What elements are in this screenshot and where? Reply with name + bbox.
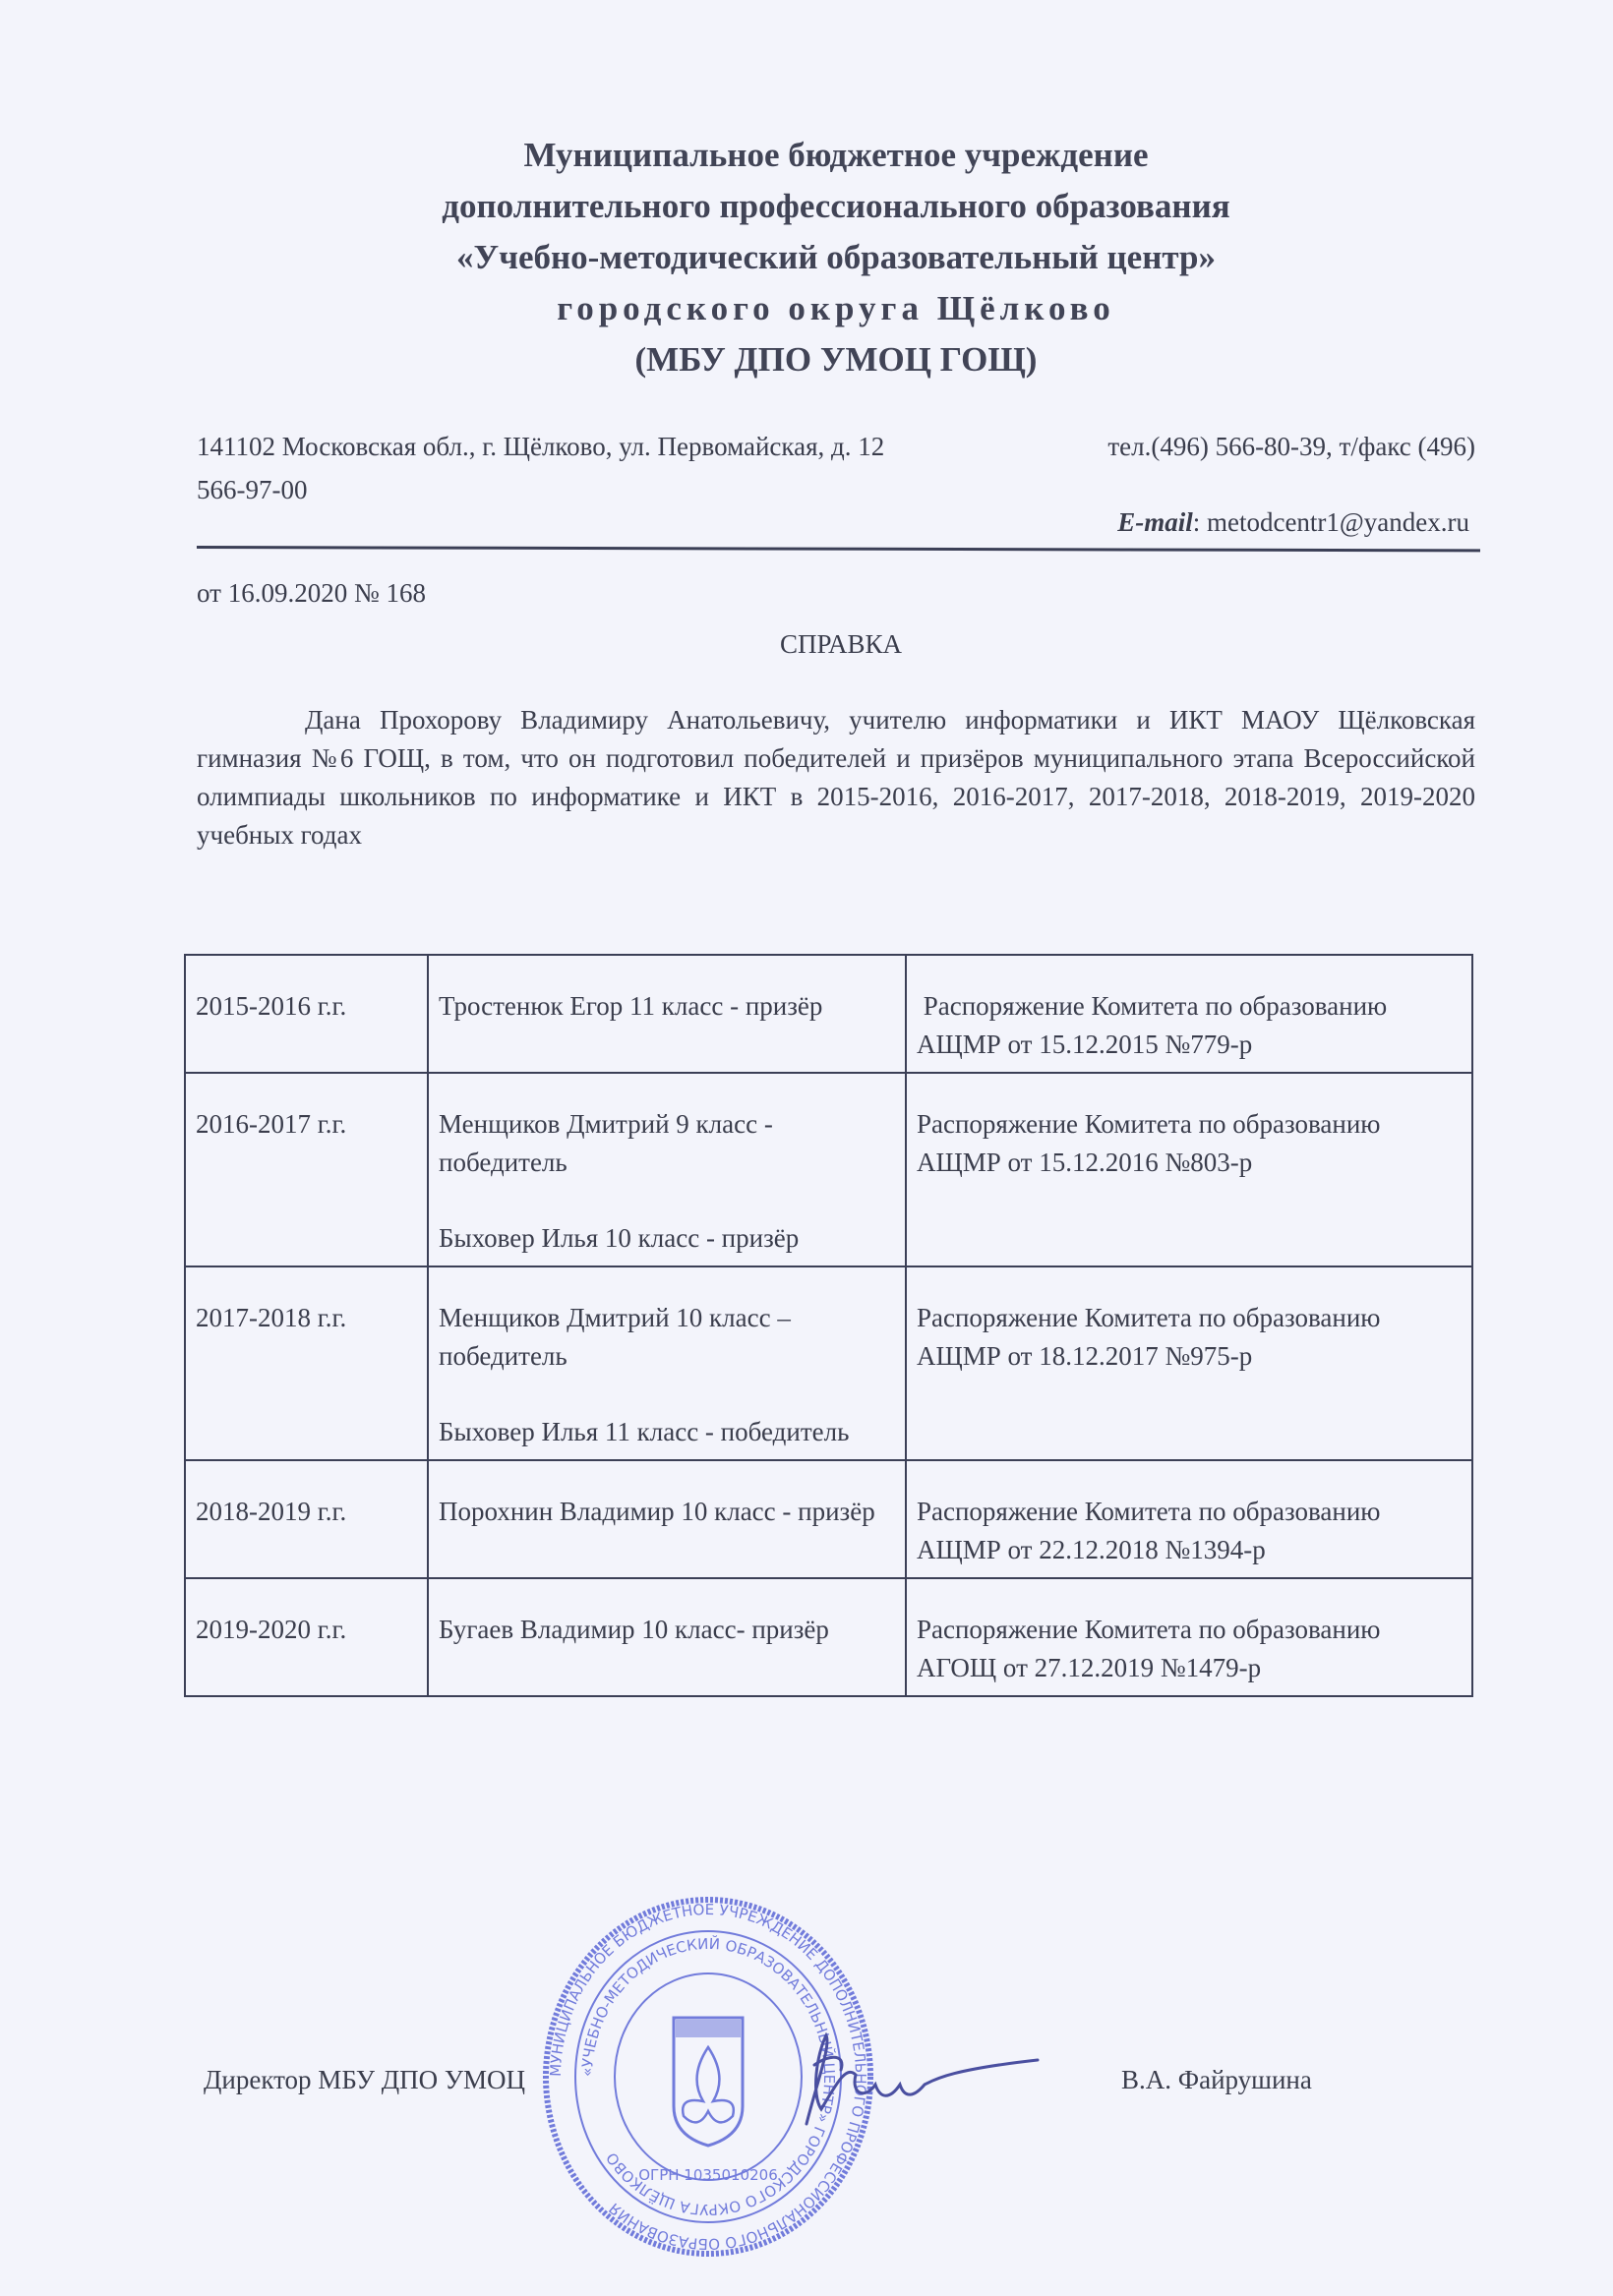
letterhead-abbreviation: (МБУ ДПО УМОЦ ГОЩ): [634, 340, 1038, 379]
document-title: СПРАВКА: [779, 629, 903, 659]
contact-block: [197, 425, 1475, 511]
coat-of-arms-icon: [674, 2018, 743, 2146]
academic-year-cell: 2016-2017 г.г.: [185, 1073, 428, 1266]
letterhead-line-2: дополнительного профессионального образования: [442, 187, 1230, 225]
student-entry: Тростенюк Егор 11 класс - призёр: [439, 991, 823, 1021]
students-cell: [428, 1578, 906, 1696]
students-cell: [428, 1073, 906, 1266]
fax-number-continued: 566-97-00: [197, 475, 308, 504]
stamp-ogrn: ОГРН 1035010206: [638, 2166, 778, 2184]
table-row: [185, 1266, 1472, 1460]
email-line: [1117, 507, 1469, 538]
table-row: [185, 1578, 1472, 1696]
body-paragraph: Дана Прохорову Владимиру Анатольевичу, учителю информатики и ИКТ МАОУ Щёлковская гимназия №6 ГОЩ, в том, что он подготовил победителей и призёров муниципального этапа Всероссийской олимпиады школьников по информатике и ИКТ в 2015-2016, 2016-2017, 2017-2018, 2018-2019, 2019-2020 учебных годах: [197, 705, 1475, 850]
header-divider: [197, 546, 1480, 552]
postal-address: 141102 Московская обл., г. Щёлково, ул. Первомайская, д. 12: [197, 432, 885, 461]
order-reference-cell: Распоряжение Комитета по образованию АЩМР от 18.12.2017 №975-р: [906, 1266, 1472, 1460]
students-cell: [428, 1460, 906, 1578]
signatory-position: Директор МБУ ДПО УМОЦ: [204, 2065, 526, 2094]
order-reference-cell: Распоряжение Комитета по образованию АЩМР от 22.12.2018 №1394-р: [906, 1460, 1472, 1578]
document-body: [197, 701, 1475, 854]
student-entry: Быховер Илья 10 класс - призёр: [439, 1223, 800, 1253]
academic-year-cell: 2019-2020 г.г.: [185, 1578, 428, 1696]
letterhead-line-1: Муниципальное бюджетное учреждение: [523, 136, 1149, 174]
document-date-number: от 16.09.2020 № 168: [197, 578, 426, 608]
student-entry: Бугаев Владимир 10 класс- призёр: [439, 1615, 829, 1644]
stamp-inner-ring: [615, 1973, 802, 2180]
email-address: : metodcentr1@yandex.ru: [1192, 507, 1469, 537]
table-row: [185, 1073, 1472, 1266]
signatory-name: В.А. Файрушина: [1121, 2065, 1312, 2094]
table-row: [185, 1460, 1472, 1578]
olympiad-results-table: [184, 954, 1473, 1697]
letterhead: [295, 130, 1377, 385]
academic-year-cell: 2015-2016 г.г.: [185, 955, 428, 1073]
phone-fax: тел.(496) 566-80-39, т/факс (496): [1107, 432, 1475, 461]
email-label: E-mail: [1117, 507, 1193, 537]
stamp-outer-text: МУНИЦИПАЛЬНОЕ БЮДЖЕТНОЕ УЧРЕЖДЕНИЕ ДОПОЛНИТЕЛЬНОГО ПРОФЕССИОНАЛЬНОГО ОБРАЗОВАНИЯ: [546, 1900, 870, 2254]
student-entry: Порохнин Владимир 10 класс - призёр: [439, 1497, 875, 1526]
order-reference-cell: Распоряжение Комитета по образованию АГОЩ от 27.12.2019 №1479-р: [906, 1578, 1472, 1696]
students-cell: [428, 955, 906, 1073]
student-entry: Менщиков Дмитрий 9 класс - победитель: [439, 1109, 773, 1177]
order-reference-cell: Распоряжение Комитета по образованию АЩМР от 15.12.2015 №779-р: [906, 955, 1472, 1073]
student-entry: Менщиков Дмитрий 10 класс – победитель: [439, 1303, 791, 1371]
table-row: [185, 955, 1472, 1073]
students-cell: [428, 1266, 906, 1460]
handwritten-signature: [787, 2026, 1043, 2134]
letterhead-line-3: «Учебно-методический образовательный центр»: [456, 238, 1216, 276]
academic-year-cell: 2017-2018 г.г.: [185, 1266, 428, 1460]
academic-year-cell: 2018-2019 г.г.: [185, 1460, 428, 1578]
student-entry: Быховер Илья 11 класс - победитель: [439, 1417, 850, 1446]
order-reference-cell: Распоряжение Комитета по образованию АЩМР от 15.12.2016 №803-р: [906, 1073, 1472, 1266]
stamp-inner-text: «УЧЕБНО-МЕТОДИЧЕСКИЙ ОБРАЗОВАТЕЛЬНЫЙ ЦЕНТР» ГОРОДСКОГО ОКРУГА ЩЁЛКОВО: [577, 1934, 839, 2219]
letterhead-line-4: городского округа Щёлково: [557, 289, 1115, 327]
